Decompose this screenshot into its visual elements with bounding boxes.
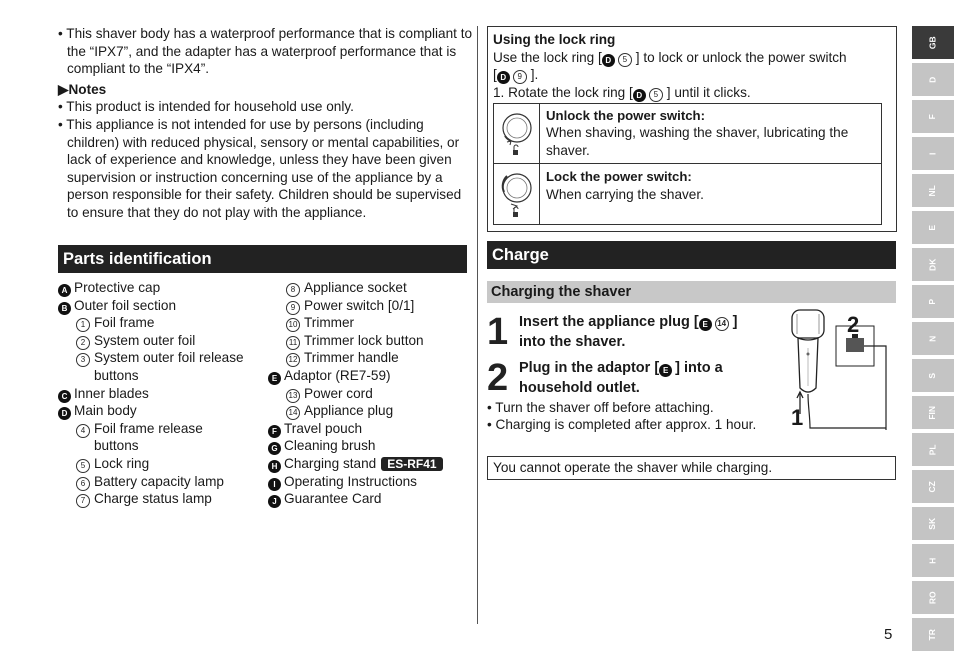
model-badge: ES-RF41 bbox=[381, 457, 442, 471]
lock-ring-title: Using the lock ring bbox=[493, 32, 616, 47]
part-item bbox=[286, 385, 373, 403]
language-tab-n[interactable] bbox=[912, 322, 954, 355]
part-item bbox=[268, 455, 443, 473]
language-tab-label: E bbox=[927, 224, 938, 231]
marker-g: G bbox=[268, 442, 281, 455]
arrow-right-icon: ▶ bbox=[58, 82, 69, 97]
part-label: Cleaning brush bbox=[284, 438, 376, 454]
language-tab-f[interactable] bbox=[912, 100, 954, 133]
language-tab-tr[interactable] bbox=[912, 618, 954, 651]
part-label: Foil frame bbox=[94, 315, 155, 331]
part-label: Power switch [0/1] bbox=[304, 297, 415, 313]
language-tab-label: N bbox=[927, 335, 938, 342]
marker-f: F bbox=[268, 425, 281, 438]
lock-table-col-divider bbox=[539, 103, 540, 225]
notes-bullet-2: • This appliance is not intended for use by persons (including children) with reduced physical, sensory or mental capabilities, or lack of experience and knowledge, unless they have been given supervision or instruction concerning use of the appliance by a person responsible for their safety. Children should be supervised to ensure that they do not play with the appliance. bbox=[58, 117, 462, 220]
part-label: Charging stand bbox=[284, 456, 377, 471]
language-tab-i[interactable] bbox=[912, 137, 954, 170]
part-label: Power cord bbox=[304, 385, 373, 401]
part-item bbox=[76, 314, 154, 332]
step-1-number: 1 bbox=[487, 311, 509, 353]
step-2-number: 2 bbox=[487, 357, 509, 399]
part-label: Main body bbox=[74, 403, 137, 419]
part-item bbox=[76, 349, 244, 367]
marker-11: 11 bbox=[286, 336, 300, 350]
language-tab-label: P bbox=[927, 298, 938, 305]
marker-1: 1 bbox=[76, 318, 90, 332]
part-item bbox=[268, 367, 391, 385]
marker-9: 9 bbox=[513, 70, 527, 84]
figure-label-2: 2 bbox=[847, 312, 860, 337]
language-tab-label: NL bbox=[927, 184, 938, 197]
part-item bbox=[94, 437, 139, 455]
lock-ring-step: 1. Rotate the lock ring [ D 5 ] until it clicks. bbox=[493, 85, 751, 100]
language-tab-dk[interactable] bbox=[912, 248, 954, 281]
marker-c: C bbox=[58, 390, 71, 403]
language-tab-d[interactable] bbox=[912, 63, 954, 96]
column-divider bbox=[477, 26, 478, 624]
part-label: Outer foil section bbox=[74, 297, 176, 313]
language-tab-label: DK bbox=[927, 258, 938, 271]
language-tab-s[interactable] bbox=[912, 359, 954, 392]
part-item bbox=[94, 367, 139, 385]
marker-3: 3 bbox=[76, 353, 90, 367]
part-label: Foil frame release bbox=[94, 420, 203, 436]
part-label: Trimmer bbox=[304, 315, 355, 331]
lock-title: Lock the power switch: bbox=[546, 169, 692, 184]
marker-5: 5 bbox=[618, 53, 632, 67]
language-tab-p[interactable] bbox=[912, 285, 954, 318]
page-number: 5 bbox=[884, 626, 893, 643]
part-item bbox=[268, 473, 417, 491]
parts-identification-title: Parts identification bbox=[58, 245, 467, 273]
marker-7: 7 bbox=[76, 494, 90, 508]
language-tab-ro[interactable] bbox=[912, 581, 954, 614]
charge-bullet-2: • Charging is completed after approx. 1 hour. bbox=[487, 417, 757, 432]
language-tab-fin[interactable] bbox=[912, 396, 954, 429]
language-tab-label: SK bbox=[927, 517, 938, 530]
language-tab-label: H bbox=[927, 557, 938, 564]
part-label: Trimmer lock button bbox=[304, 332, 424, 348]
lock-text: When carrying the shaver. bbox=[546, 187, 704, 202]
language-tab-label: F bbox=[927, 113, 938, 120]
part-item bbox=[286, 349, 399, 367]
part-label: buttons bbox=[94, 438, 139, 454]
part-label: Inner blades bbox=[74, 385, 149, 401]
language-tab-label: TR bbox=[927, 628, 938, 641]
marker-10: 10 bbox=[286, 318, 300, 332]
language-tab-pl[interactable] bbox=[912, 433, 954, 466]
marker-e: E bbox=[699, 318, 712, 331]
part-item bbox=[58, 297, 176, 315]
part-label: Lock ring bbox=[94, 456, 150, 471]
part-label: System outer foil release bbox=[94, 350, 244, 366]
marker-5: 5 bbox=[76, 459, 90, 473]
language-tab-h[interactable] bbox=[912, 544, 954, 577]
part-item bbox=[76, 455, 149, 473]
marker-12: 12 bbox=[286, 353, 300, 367]
part-label: Charge status lamp bbox=[94, 491, 212, 507]
notes-bullet-1: • This product is intended for household use only. bbox=[58, 99, 354, 114]
waterproof-bullet: • This shaver body has a waterproof performance that is compliant to the “IPX7”, and the adapter has a waterproof performance that is compliant to the “IPX4”. bbox=[58, 26, 473, 77]
part-item bbox=[268, 490, 381, 508]
marker-d: D bbox=[497, 71, 510, 84]
lock-table-row-divider bbox=[493, 163, 882, 164]
charge-bullet-1: • Turn the shaver off before attaching. bbox=[487, 400, 714, 415]
part-item bbox=[76, 490, 212, 508]
marker-8: 8 bbox=[286, 283, 300, 297]
part-item bbox=[76, 420, 203, 438]
marker-a: A bbox=[58, 284, 71, 297]
language-tab-label: D bbox=[927, 76, 938, 83]
figure-label-1: 1 bbox=[791, 405, 804, 430]
language-tab-label: PL bbox=[927, 444, 938, 455]
marker-d: D bbox=[58, 407, 71, 420]
language-tab-label: S bbox=[927, 372, 938, 379]
marker-4: 4 bbox=[76, 424, 90, 438]
marker-9: 9 bbox=[286, 301, 300, 315]
marker-h: H bbox=[268, 460, 281, 473]
language-tab-cz[interactable] bbox=[912, 470, 954, 503]
marker-6: 6 bbox=[76, 477, 90, 491]
part-item bbox=[268, 420, 362, 438]
marker-14: 14 bbox=[715, 317, 729, 331]
language-tab-gb[interactable] bbox=[912, 26, 954, 59]
language-tab-e[interactable] bbox=[912, 211, 954, 244]
part-label: Appliance plug bbox=[304, 403, 394, 419]
part-label: Adaptor (RE7-59) bbox=[284, 368, 391, 383]
charging-note-box: You cannot operate the shaver while charging. bbox=[487, 456, 896, 480]
marker-e: E bbox=[268, 372, 281, 385]
marker-i: I bbox=[268, 478, 281, 491]
marker-j: J bbox=[268, 495, 281, 508]
marker-d: D bbox=[602, 54, 615, 67]
lock-ring-line1: Use the lock ring [ D 5 ] to lock or unlock the power switch bbox=[493, 50, 847, 65]
part-label: Protective cap bbox=[74, 280, 161, 295]
part-item bbox=[58, 279, 160, 297]
language-tab-nl[interactable] bbox=[912, 174, 954, 207]
language-tab-label: FIN bbox=[927, 405, 938, 420]
part-item bbox=[76, 332, 195, 350]
part-item bbox=[286, 279, 407, 297]
notes-heading: ▶Notes bbox=[58, 82, 107, 97]
part-label: Operating Instructions bbox=[284, 473, 417, 489]
part-item bbox=[286, 332, 424, 350]
part-item bbox=[58, 402, 137, 420]
lock-ring-line2: [ D 9 ]. bbox=[493, 67, 539, 82]
language-tab-label: CZ bbox=[927, 480, 938, 493]
part-label: Battery capacity lamp bbox=[94, 473, 224, 489]
part-label: Travel pouch bbox=[284, 420, 363, 436]
language-tab-label: GB bbox=[927, 36, 938, 49]
language-tab-sk[interactable] bbox=[912, 507, 954, 540]
part-label: Trimmer handle bbox=[304, 350, 399, 366]
language-tab-label: RO bbox=[927, 591, 938, 604]
part-label: Appliance socket bbox=[304, 280, 407, 295]
unlock-title: Unlock the power switch: bbox=[546, 108, 706, 123]
step-2-text: Plug in the adaptor [ E ] into a household outlet. bbox=[519, 360, 723, 396]
unlock-text: When shaving, washing the shaver, lubricating the shaver. bbox=[546, 125, 849, 158]
step-1-text: Insert the appliance plug [ E 14 ] into the shaver. bbox=[519, 314, 738, 350]
part-label: buttons bbox=[94, 368, 139, 383]
part-item bbox=[268, 437, 375, 455]
part-label: Guarantee Card bbox=[284, 491, 382, 507]
marker-14: 14 bbox=[286, 406, 300, 420]
marker-d: D bbox=[633, 89, 646, 102]
marker-2: 2 bbox=[76, 336, 90, 350]
marker-5: 5 bbox=[649, 88, 663, 102]
part-label: System outer foil bbox=[94, 332, 196, 348]
unlock-dial-icon bbox=[497, 106, 537, 161]
marker-e: E bbox=[659, 364, 672, 377]
charging-subtitle: Charging the shaver bbox=[487, 281, 896, 303]
part-item bbox=[76, 473, 224, 491]
marker-b: B bbox=[58, 302, 71, 315]
lock-dial-icon bbox=[497, 166, 537, 221]
language-tab-label: I bbox=[927, 152, 938, 155]
charge-title: Charge bbox=[487, 241, 896, 269]
marker-13: 13 bbox=[286, 389, 300, 403]
part-item bbox=[286, 314, 354, 332]
part-item bbox=[286, 297, 414, 315]
part-item bbox=[286, 402, 393, 420]
part-item bbox=[58, 385, 149, 403]
